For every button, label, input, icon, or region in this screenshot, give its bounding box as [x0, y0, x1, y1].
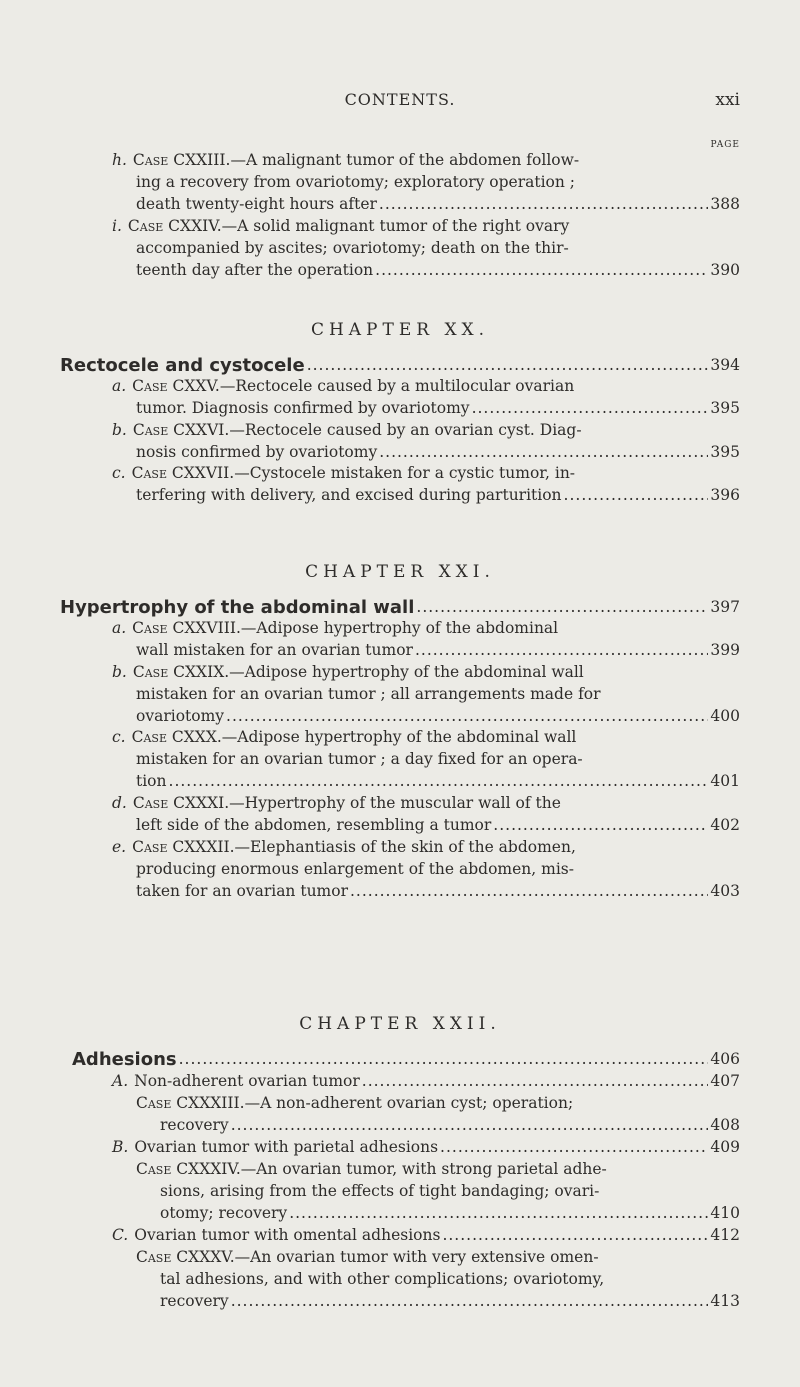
page-column-label: PAGE: [710, 140, 740, 150]
entry-text-line: terfering with delivery, and excised during parturition: [136, 485, 562, 504]
dot-leader: [231, 1115, 709, 1137]
entry-text-line: —Adipose hypertrophy of the abdominal: [240, 619, 559, 637]
entry-letter: A.: [112, 1072, 129, 1090]
toc-section-entry: [60, 355, 740, 377]
running-head-title: CONTENTS.: [344, 90, 456, 109]
page-number: 402: [710, 815, 740, 834]
toc-section-entry: [60, 597, 740, 619]
case-number: Case CXXVIII.: [132, 619, 241, 637]
case-number: Case CXXIII.: [132, 151, 231, 169]
dot-leader: [415, 640, 708, 662]
entry-text-line: —Rectocele caused by a multilocular ovarian: [219, 377, 575, 395]
chapter-heading: CHAPTER XXI.: [305, 562, 495, 582]
entry-text-line: otomy; recovery: [160, 1203, 288, 1222]
dot-leader: [493, 815, 708, 837]
entry-text-line: —Adipose hypertrophy of the abdominal wall: [221, 728, 577, 746]
case-number: Case CXXIV.: [127, 217, 222, 235]
entry-text-line: —An ovarian tumor with very extensive omen-: [234, 1248, 599, 1266]
page-number: 403: [710, 881, 740, 900]
entry-text-line: producing enormous enlargement of the abdomen, mis-: [136, 859, 574, 878]
entry-text-line: sions, arising from the effects of tight bandaging; ovari-: [160, 1181, 600, 1200]
case-number: Case CXXV.: [132, 377, 220, 395]
chapter-heading: CHAPTER XX.: [310, 320, 490, 340]
entry-text-line: taken for an ovarian tumor: [136, 881, 348, 900]
toc-case-entry: [112, 837, 740, 902]
page-number: 399: [710, 640, 740, 659]
page-number: 397: [710, 598, 740, 616]
dot-leader: [307, 355, 709, 377]
entry-text-line: wall mistaken for an ovarian tumor: [136, 640, 413, 659]
entry-letter: i.: [112, 217, 122, 235]
page-number: 408: [710, 1115, 740, 1134]
page-number: 413: [710, 1291, 740, 1310]
toc-case-entry: [136, 1247, 740, 1312]
running-head-page-number: xxi: [715, 90, 740, 110]
toc-section-entry: [72, 1049, 740, 1071]
page-number: 395: [710, 442, 740, 461]
toc-case-entry: [112, 463, 740, 507]
entry-text-line: —Adipose hypertrophy of the abdominal wall: [229, 663, 584, 681]
toc-case-entry: [112, 1071, 740, 1093]
entry-text-line: accompanied by ascites; ovariotomy; death on the thir-: [136, 238, 569, 257]
entry-text-line: —Rectocele caused by an ovarian cyst. Diag-: [229, 421, 582, 439]
dot-leader: [442, 1225, 708, 1247]
toc-case-entry: [112, 376, 740, 420]
entry-text-line: tumor. Diagnosis confirmed by ovariotomy: [136, 398, 470, 417]
dot-leader: [231, 1291, 709, 1313]
case-number: Case CXXVII.: [131, 464, 235, 482]
page-number: 409: [710, 1138, 740, 1156]
case-number: Case CXXXIV.: [136, 1160, 241, 1178]
dot-leader: [289, 1203, 708, 1225]
dot-leader: [362, 1071, 709, 1093]
toc-case-entry: [112, 618, 740, 662]
entry-text-line: Non-adherent ovarian tumor: [134, 1072, 360, 1090]
entry-text-line: left side of the abdomen, resembling a tumor: [136, 815, 492, 834]
entry-text-line: ovariotomy: [136, 706, 225, 725]
entry-letter: c.: [112, 728, 126, 746]
toc-case-entry: [112, 662, 740, 727]
page-number: 395: [710, 398, 740, 417]
case-number: Case CXXXV.: [136, 1248, 235, 1266]
entry-letter: e.: [112, 838, 127, 856]
dot-leader: [179, 1049, 709, 1071]
page-number: 396: [710, 485, 740, 504]
dot-leader: [440, 1137, 708, 1159]
dot-leader: [379, 194, 708, 216]
page-number: 390: [710, 260, 740, 279]
entry-text-line: death twenty-eight hours after: [136, 194, 377, 213]
page-number: 388: [710, 194, 740, 213]
case-number: Case CXXXI.: [132, 794, 230, 812]
page-number: 394: [710, 356, 740, 374]
toc-case-entry: [112, 150, 740, 215]
entry-text-line: tal adhesions, and with other complications; ovariotomy,: [160, 1269, 605, 1288]
dot-leader: [375, 260, 708, 282]
running-head: [0, 90, 800, 114]
entry-text-line: tion: [136, 771, 167, 790]
entry-text-line: —A malignant tumor of the abdomen follow-: [230, 151, 580, 169]
entry-letter: b.: [112, 421, 127, 439]
dot-leader: [169, 771, 709, 793]
case-number: Case CXXVI.: [132, 421, 230, 439]
dot-leader: [226, 706, 708, 728]
page-number: 406: [710, 1050, 740, 1068]
dot-leader: [416, 597, 708, 619]
dot-leader: [472, 398, 709, 420]
entry-text-line: teenth day after the operation: [136, 260, 374, 279]
section-title: Hypertrophy of the abdominal wall: [60, 597, 415, 618]
entry-text-line: recovery: [160, 1115, 229, 1134]
dot-leader: [379, 442, 708, 464]
toc-case-entry: [112, 216, 740, 281]
page-number: 401: [710, 771, 740, 790]
entry-text-line: —Elephantiasis of the skin of the abdomen,: [234, 838, 576, 856]
entry-text-line: —Hypertrophy of the muscular wall of the: [229, 794, 561, 812]
entry-text-line: mistaken for an ovarian tumor ; a day fixed for an opera-: [136, 749, 583, 768]
toc-case-entry: [136, 1159, 740, 1224]
dot-leader: [350, 881, 708, 903]
page-number: 410: [710, 1203, 740, 1222]
entry-letter: a.: [112, 377, 127, 395]
entry-text-line: recovery: [160, 1291, 229, 1310]
section-title: Adhesions: [72, 1049, 177, 1070]
toc-case-entry: [112, 1137, 740, 1159]
entry-letter: h.: [112, 151, 127, 169]
entry-letter: c.: [112, 464, 126, 482]
case-number: Case CXXXII.: [132, 838, 235, 856]
entry-text-line: ing a recovery from ovariotomy; exploratory operation ;: [136, 172, 576, 191]
entry-text-line: mistaken for an ovarian tumor ; all arrangements made for: [136, 684, 601, 703]
toc-case-entry: [112, 1225, 740, 1247]
entry-text-line: Ovarian tumor with parietal adhesions: [134, 1138, 439, 1156]
entry-text-line: —Cystocele mistaken for a cystic tumor, in-: [234, 464, 576, 482]
entry-text-line: —A solid malignant tumor of the right ovary: [221, 217, 570, 235]
toc-case-entry: [136, 1093, 740, 1137]
entry-letter: b.: [112, 663, 127, 681]
entry-letter: a.: [112, 619, 127, 637]
page-number: 407: [710, 1072, 740, 1090]
page-number: 412: [710, 1226, 740, 1244]
entry-text-line: —An ovarian tumor, with strong parietal adhe-: [240, 1160, 607, 1178]
entry-text-line: —A non-adherent ovarian cyst; operation;: [244, 1094, 574, 1112]
entry-letter: d.: [112, 794, 127, 812]
page-number: 400: [710, 706, 740, 725]
case-number: Case CXXXIII.: [136, 1094, 245, 1112]
dot-leader: [564, 485, 709, 507]
entry-text-line: Ovarian tumor with omental adhesions: [134, 1226, 441, 1244]
toc-case-entry: [112, 420, 740, 464]
case-number: Case CXXX.: [131, 728, 222, 746]
chapter-heading: CHAPTER XXII.: [299, 1014, 501, 1034]
entry-letter: B.: [112, 1138, 129, 1156]
section-title: Rectocele and cystocele: [60, 355, 305, 376]
toc-case-entry: [112, 793, 740, 837]
case-number: Case CXXIX.: [132, 663, 230, 681]
toc-case-entry: [112, 727, 740, 792]
entry-text-line: nosis confirmed by ovariotomy: [136, 442, 378, 461]
entry-letter: C.: [112, 1226, 129, 1244]
